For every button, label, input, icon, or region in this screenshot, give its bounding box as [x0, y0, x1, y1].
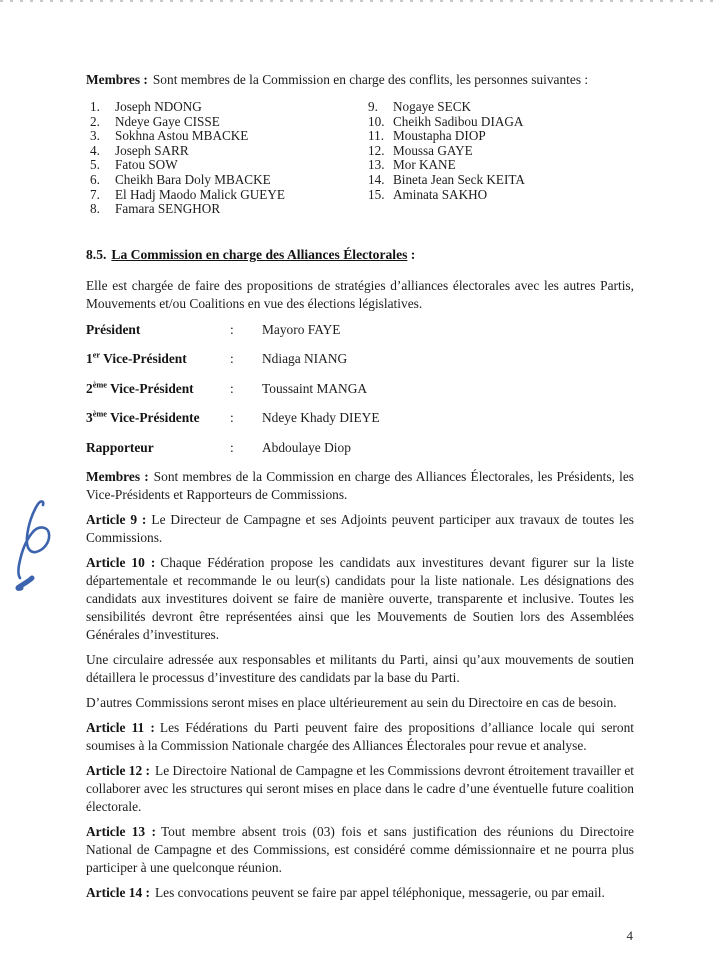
list-item: 6. Cheikh Bara Doly MBACKE [90, 171, 271, 187]
paragraph-label: Article 9 : [86, 512, 147, 528]
paragraph-article-9: Article 9 : Le Directeur de Campagne et ses Adjoints peuvent participer aux travaux de toutes les Commissions. [86, 512, 634, 546]
intro-text: Sont membres de la Commission en charge des conflits, les personnes suivantes : [152, 72, 589, 87]
section-colon: : [407, 246, 416, 262]
section-title: La Commission en charge des Alliances Électorales [111, 246, 408, 262]
officer-name: Mayoro FAYE [262, 321, 341, 337]
intro-label: Membres : [86, 72, 148, 87]
page-number: 4 [626, 928, 633, 943]
paragraph-circulaire: Une circulaire adressée aux responsables et militants du Parti, ainsi qu’aux mouvements de soutien détaillera le processus d’investiture des candidats par la base du Parti. [86, 652, 634, 686]
list-item: 1. Joseph NDONG [90, 99, 202, 114]
paragraph-article-11: Article 11 : Les Fédérations du Parti peuvent faire des propositions d’alliance locale qui seront soumises à la Commission Nationale chargée des Alliances Électorales pour revue et analyse. [86, 720, 634, 754]
list-item: 13. Mor KANE [368, 157, 456, 173]
list-item: 9. Nogaye SECK [368, 99, 472, 114]
list-item: 12. Moussa GAYE [368, 142, 473, 158]
handwritten-paraph-mark [6, 492, 72, 607]
officer-role: Président [86, 321, 141, 337]
list-item: 7. El Hadj Maodo Malick GUEYE [90, 186, 285, 202]
list-item: 15. Aminata SAKHO [368, 186, 488, 202]
officer-row [86, 350, 634, 368]
section-intro-paragraph: Elle est chargée de faire des propositions de stratégies d’alliances électorales avec les autres Partis, Mouvements et/ou Coalitions en vue des élections législatives. [86, 277, 634, 311]
paragraph-label: Article 14 : [86, 885, 150, 901]
paragraph-article-10: Article 10 : Chaque Fédération propose les candidats aux investitures devant figurer sur la liste départementale et recommande le ou leur(s) candidats pour la liste nationale. Les désignations des candidats aux investitures doivent se faire de manière ouverte, transparente et inclusive. Toutes les sensibilités devront être représentées ainsi que les Mouvements de Soutien lors des Assemblées Générales d’investitures. [86, 555, 634, 643]
officer-name: Toussaint MANGA [262, 380, 368, 396]
list-item: 5. Fatou SOW [90, 157, 178, 173]
paragraph-autres-commissions: D’autres Commissions seront mises en place ultérieurement au sein du Directoire en cas de besoin. [86, 695, 617, 711]
members-column-2 [368, 100, 634, 217]
officer-name: Ndiaga NIANG [262, 351, 348, 367]
officer-separator: : [230, 410, 234, 426]
scan-edge-artifact [0, 0, 719, 2]
intro-paragraph [86, 71, 634, 89]
members-list [86, 100, 634, 217]
paragraph-label: Article 10 : [86, 555, 156, 571]
paragraph-membres-alliances: Membres : Sont membres de la Commission en charge des Alliances Électorales, les Présidents, les Vice-Présidents et Rapporteurs de Commissions. [86, 469, 634, 503]
paragraph-article-14: Article 14 : Les convocations peuvent se faire par appel téléphonique, messagerie, ou par email. [86, 885, 605, 901]
paragraph-label: Article 11 : [86, 720, 155, 736]
paragraph-article-13: Article 13 : Tout membre absent trois (03) fois et sans justification des réunions du Directoire National de Campagne et des Commissions, est considéré comme démissionnaire et ne pourra plus participer à une quelconque réunion. [86, 824, 634, 876]
officer-role: 3ème Vice-Présidente [86, 409, 200, 426]
paragraph-label: Article 13 : [86, 824, 156, 840]
officer-role: 1er Vice-Président [86, 350, 187, 367]
officer-row [86, 321, 634, 339]
paragraph-article-12: Article 12 : Le Directoire National de Campagne et les Commissions devront étroitement travailler et collaborer avec les structures qui seront mises en place dans le cadre d’une éventuelle future coalition électorale. [86, 763, 634, 815]
members-column-1 [86, 100, 368, 217]
officer-name: Abdoulaye Diop [262, 439, 351, 455]
officer-row [86, 439, 634, 457]
section-heading [86, 246, 634, 264]
officer-row [86, 380, 634, 398]
body-paragraphs [86, 468, 634, 902]
list-item: 8. Famara SENGHOR [90, 201, 221, 217]
list-item: 10. Cheikh Sadibou DIAGA [368, 113, 524, 129]
officer-name: Ndeye Khady DIEYE [262, 410, 380, 426]
officer-separator: : [230, 380, 234, 396]
list-item: 2. Ndeye Gaye CISSE [90, 113, 220, 129]
paragraph-label: Article 12 : [86, 763, 151, 779]
list-item: 11. Moustapha DIOP [368, 128, 486, 144]
officer-row [86, 409, 634, 427]
officer-separator: : [230, 439, 234, 455]
officer-separator: : [230, 321, 234, 337]
list-item: 3. Sokhna Astou MBACKE [90, 128, 249, 144]
paragraph-label: Membres : [86, 469, 149, 485]
officer-separator: : [230, 351, 234, 367]
officer-role: 2ème Vice-Président [86, 380, 194, 396]
list-item: 14. Bineta Jean Seck KEITA [368, 171, 525, 187]
officer-role: Rapporteur [86, 439, 154, 455]
officers-list [86, 321, 634, 457]
list-item: 4. Joseph SARR [90, 142, 189, 158]
section-number: 8.5. [86, 246, 107, 262]
